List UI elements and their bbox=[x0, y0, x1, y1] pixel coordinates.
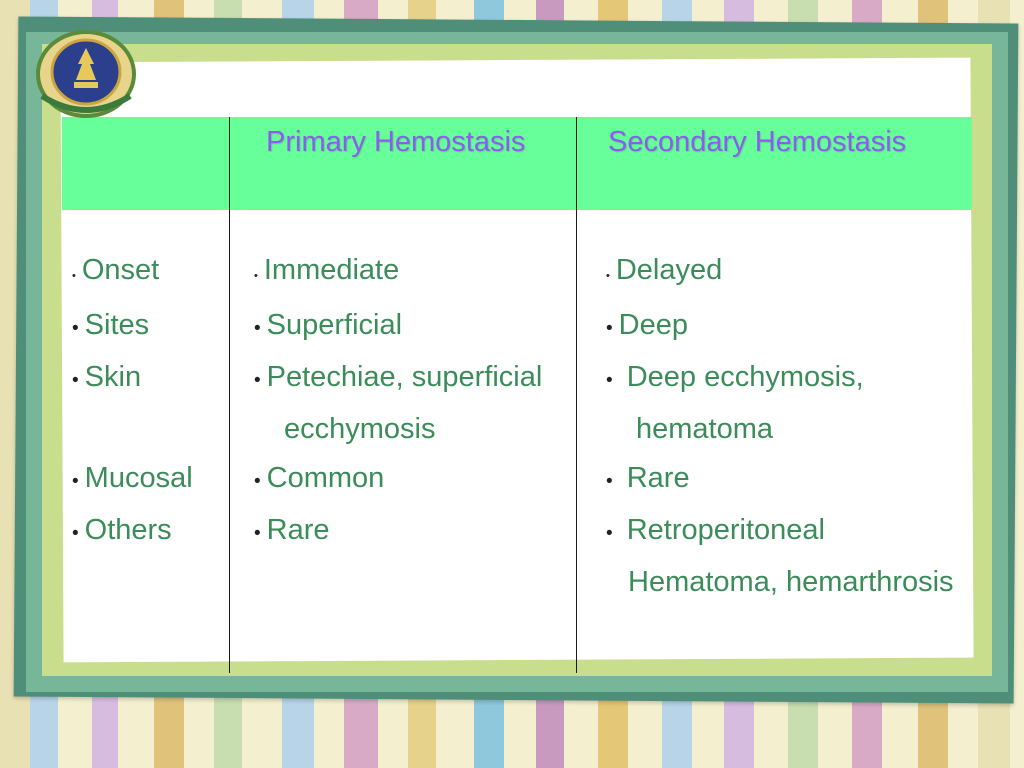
list-item: • Delayed bbox=[606, 254, 723, 286]
list-item: • Rare bbox=[606, 462, 690, 494]
list-item: • Skin bbox=[72, 361, 142, 393]
university-seal-icon bbox=[34, 24, 138, 118]
list-item: • Common bbox=[254, 462, 385, 494]
column-feature-list bbox=[72, 246, 193, 558]
list-item: • Deep ecchymosis, bbox=[606, 361, 864, 393]
list-item: • Petechiae, superficial bbox=[254, 361, 543, 393]
header-primary-hemostasis: Primary Hemostasis bbox=[266, 126, 526, 158]
list-item: • Sites bbox=[72, 309, 150, 341]
list-item-continuation: hematoma bbox=[636, 413, 774, 445]
list-item: • Onset bbox=[72, 254, 160, 286]
list-item-spacer bbox=[72, 405, 193, 454]
column-primary-list bbox=[254, 246, 542, 558]
column-secondary-list bbox=[606, 246, 954, 607]
header-secondary-hemostasis: Secondary Hemostasis bbox=[608, 126, 907, 158]
list-item: • Rare bbox=[254, 514, 330, 546]
list-item-continuation: Hematoma, hemarthrosis bbox=[628, 566, 954, 598]
list-item: • Immediate bbox=[254, 254, 400, 286]
list-item: • Others bbox=[72, 514, 172, 546]
list-item: • Retroperitoneal bbox=[606, 514, 825, 546]
list-item: • Deep bbox=[606, 309, 688, 341]
list-item: • Mucosal bbox=[72, 462, 193, 494]
list-item-continuation: ecchymosis bbox=[284, 413, 436, 445]
column-divider-2 bbox=[576, 117, 577, 673]
list-item: • Superficial bbox=[254, 309, 403, 341]
column-divider-1 bbox=[229, 117, 230, 673]
